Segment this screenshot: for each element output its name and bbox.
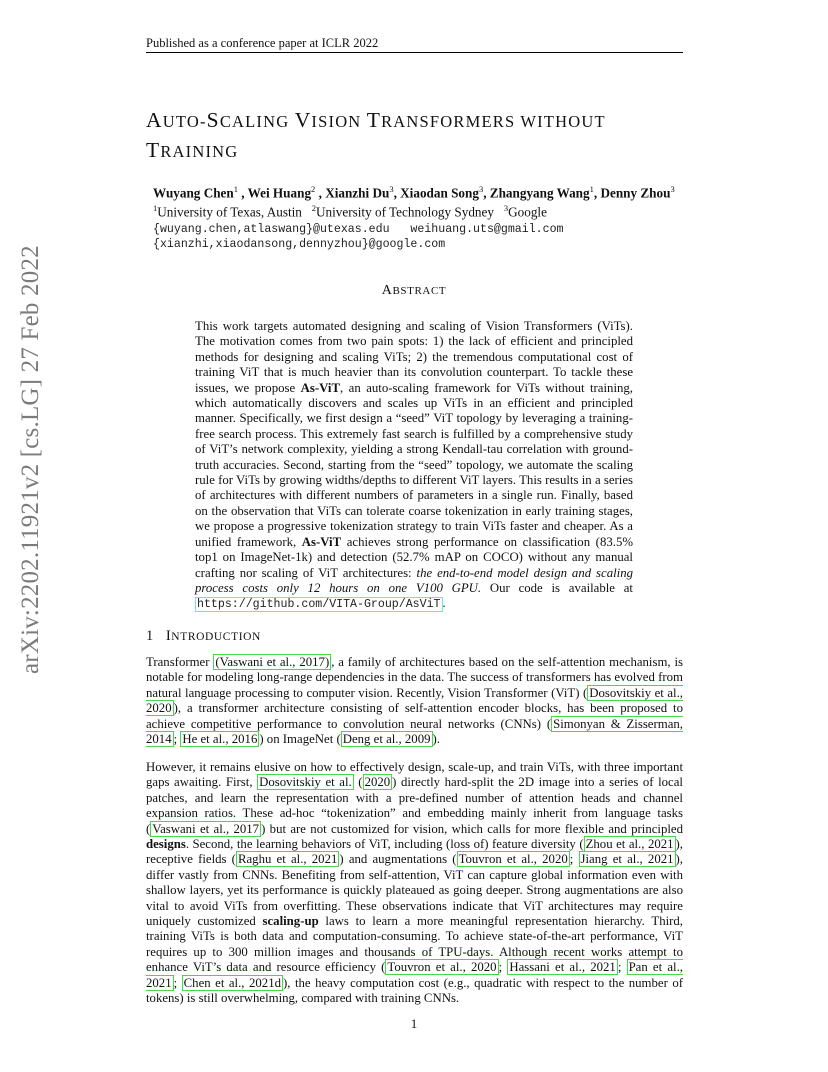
- abstract-italic: the end-to-end model design and scaling process costs only 12 hours on one V100 GPU.: [195, 565, 633, 595]
- title-char: S: [206, 108, 220, 132]
- title-part: RAINING: [160, 142, 239, 161]
- affiliation: Google: [508, 204, 547, 220]
- para-text: ) but are not customized for vision, which calls for more flexible and principled: [261, 821, 683, 836]
- citation-link[interactable]: Touvron et al., 2020: [458, 852, 568, 867]
- para-bold: scaling-up: [262, 914, 319, 929]
- email-line: {wuyang.chen,atlaswang}@utexas.edu weihuang.uts@gmail.com: [153, 222, 564, 236]
- intro-paragraph-1: [146, 655, 683, 747]
- paper-title: [146, 106, 706, 166]
- abstract-body: [195, 319, 633, 613]
- citation-link[interactable]: Deng et al., 2009: [342, 732, 431, 747]
- title-part: UTO-: [162, 112, 207, 131]
- para-text: ), receptive fields (: [146, 837, 684, 867]
- citation-link[interactable]: Chen et al., 2021d: [183, 975, 281, 990]
- abstract-text: Our code is available at: [481, 580, 633, 595]
- citation-link[interactable]: Zhou et al., 2021: [585, 837, 674, 852]
- affil-sup: 3: [503, 202, 509, 213]
- author-name: , Denny Zhou: [593, 185, 671, 201]
- title-char: A: [146, 108, 163, 132]
- para-text: . Second, the learning behaviors of ViT, including (loss of) feature diversity (: [185, 837, 584, 852]
- para-text: ;: [569, 852, 579, 867]
- abstract-bold: As-ViT: [301, 534, 342, 549]
- author-affil-sup: 2: [311, 184, 316, 194]
- abstract-heading: [0, 283, 828, 299]
- para-text: ;: [173, 732, 181, 747]
- para-text: Transformer: [146, 655, 214, 669]
- author-names: [153, 182, 713, 201]
- heading-part: BSTRACT: [392, 285, 447, 297]
- abstract-bold: As-ViT: [300, 380, 340, 395]
- abstract-text: .: [442, 596, 446, 611]
- para-text: (: [353, 775, 363, 790]
- affil-sup: 1: [153, 202, 158, 213]
- affiliation: University of Texas, Austin: [157, 204, 302, 220]
- title-part: CALING: [219, 112, 295, 131]
- citation-link[interactable]: Vaswani et al., 2017: [152, 821, 260, 836]
- section-number: 1: [146, 628, 154, 644]
- para-text: ;: [173, 975, 182, 990]
- author-name: , Xianzhi Du: [318, 185, 390, 201]
- affil-sup: 2: [311, 202, 317, 213]
- author-name: , Zhangyang Wang: [483, 185, 590, 201]
- email-line: {xianzhi,xiaodansong,dennyzhou}@google.com: [153, 238, 446, 252]
- title-char: V: [294, 108, 312, 132]
- author-affil-sup: 1: [233, 184, 238, 194]
- affiliations: [153, 201, 713, 220]
- author-name: , Xiaodan Song: [393, 185, 479, 201]
- para-text: , a family of architectures based on the self-attention mechanism, is notable for modeling long-range dependencies in the data. The success of transformers has evolved from natural language processing to computer vision. Recently, Vision Transformer (ViT) (: [146, 655, 683, 700]
- author-block: [153, 182, 713, 253]
- title-char: T: [366, 108, 382, 132]
- heading-char: I: [165, 628, 172, 644]
- author-affil-sup: 1: [589, 184, 594, 194]
- abstract-text: , an auto-scaling framework for ViTs without training, which automatically discovers and scales up ViTs in an efficient and principled manner. Specifically, we first design a “seed” ViT topology by leveraging a training-free search process. This extremely fast search is fulfilled by a comprehensive study of ViT’s network complexity, yielding a strong Kendall-tau correlation with ground-truth accuracies. Second, starting from the “seed” topology, we automate the scaling rule for ViTs by growing widths/depths to different ViT layers. This results in a series of architectures with different numbers of parameters in a single run. Finally, based on the observation that ViTs can tolerate coarse tokenization in early training stages, we propose a progressive tokenization strategy to train ViTs faster and cheaper. As a unified framework,: [195, 380, 633, 549]
- para-text: laws to learn a more meaningful representation hierarchy. Third, training ViTs is both data and computation-consuming. To achieve state-of-the-art performance, ViT requires up to 300 million images and thousands of TPU-days. Although recent works attempt to enhance ViT’s data and resource efficiency (: [146, 914, 684, 975]
- running-header: Published as a conference paper at ICLR 2022: [146, 36, 379, 50]
- citation-link[interactable]: Jiang et al., 2021: [580, 852, 674, 867]
- author-name: , Wei Huang: [241, 185, 312, 201]
- header-rule: [146, 52, 683, 53]
- code-url-link[interactable]: https://github.com/VITA-Group/AsViT: [197, 598, 441, 612]
- para-text: ) and augmentations (: [339, 852, 457, 867]
- citation-link[interactable]: He et al., 2016: [182, 732, 258, 747]
- title-char: T: [146, 138, 161, 162]
- citation-link[interactable]: Dosovitskiy et al.: [259, 775, 352, 790]
- author-affil-sup: 3: [670, 184, 675, 194]
- heading-char: A: [381, 283, 393, 298]
- citation-link[interactable]: Dosovitskiy et al., 2020: [146, 685, 683, 716]
- citation-link[interactable]: (Vaswani et al., 2017): [215, 655, 330, 669]
- section-heading: [146, 628, 261, 645]
- title-part: ISION: [311, 112, 367, 131]
- citation-link[interactable]: Simonyan & Zisserman, 2014: [146, 716, 683, 747]
- page-number: 1: [410, 1016, 418, 1031]
- para-text: ), differ vastly from CNNs. Benefiting from self-attention, ViT can capture global information even with shallow layers, yet its performance is quickly plateaued as going deeper. Strong augmentations are also vital to avoid ViTs from overfitting. These observations indicate that ViT architectures may require uniquely customized: [146, 852, 683, 929]
- heading-part: NTRODUCTION: [171, 631, 261, 643]
- citation-link[interactable]: Touvron et al., 2020: [387, 960, 497, 975]
- para-text: ), a transformer architecture consisting of self-attention encoder blocks, has been proposed to achieve competitive performance to convolution neural networks (CNNs) (: [146, 701, 683, 731]
- para-text: ) directly hard-split the 2D image into a series of local patches, and learn the representation with a pre-defined number of attention heads and channel expansion ratios. These ad-hoc “tokenization” and embedding mainly inherit from language tasks (: [146, 775, 683, 836]
- citation-link[interactable]: Hassani et al., 2021: [509, 960, 616, 975]
- para-text: ;: [498, 960, 508, 975]
- title-part: RANSFORMERS WITHOUT: [381, 112, 606, 131]
- author-affil-sup: 3: [478, 184, 484, 194]
- para-text: ) on ImageNet (: [259, 732, 341, 747]
- abstract-text: This work targets automated designing and scaling of Vision Transformers (ViTs). The motivation comes from two pain spots: 1) the lack of efficient and principled methods for designing and scaling ViTs; 2) the tremendous computational cost of training ViT that is much heavier than its convolution counterpart. To tackle these issues, we propose: [195, 319, 633, 395]
- abstract-text: achieves strong performance on classification (83.5% top1 on ImageNet-1k) and detection (52.7% mAP on COCO) without any manual crafting nor scaling of ViT architectures:: [195, 534, 634, 580]
- para-text: ), the heavy computation cost (e.g., quadratic with respect to the number of tokens) is still overwhelming, compared with training CNNs.: [146, 975, 683, 1006]
- intro-paragraph-2: [146, 760, 683, 1007]
- arxiv-stamp: arXiv:2202.11921v2 [cs.LG] 27 Feb 2022: [17, 245, 44, 674]
- para-text: ;: [617, 960, 627, 975]
- citation-link[interactable]: Pan et al., 2021: [146, 960, 683, 990]
- author-affil-sup: 3: [389, 184, 394, 194]
- citation-link[interactable]: 2020: [364, 775, 391, 790]
- para-text: ).: [432, 732, 440, 747]
- affiliation: University of Technology Sydney: [316, 204, 494, 220]
- para-text: However, it remains elusive on how to effectively design, scale-up, and train ViTs, with three important gaps awaiting. First,: [146, 760, 683, 790]
- author-name: Wuyang Chen: [153, 185, 234, 201]
- citation-link[interactable]: Raghu et al., 2021: [237, 852, 338, 867]
- para-bold: designs: [146, 837, 186, 852]
